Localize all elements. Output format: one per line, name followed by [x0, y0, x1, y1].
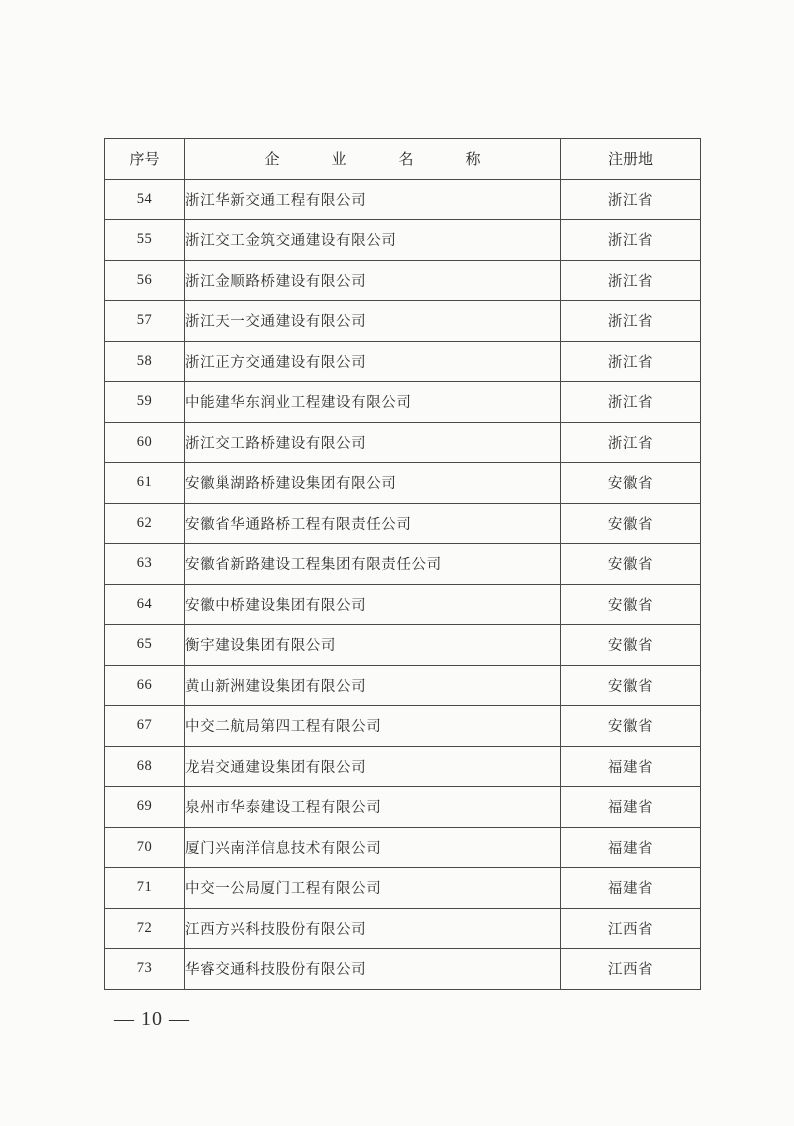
- header-region: 注册地: [561, 139, 701, 180]
- row-seq: 71: [105, 868, 185, 909]
- table-header-row: [105, 139, 701, 180]
- table-row: [105, 220, 701, 261]
- table-row: [105, 949, 701, 990]
- row-enterprise-name: 衡宇建设集团有限公司: [185, 625, 561, 666]
- table-row: [105, 908, 701, 949]
- row-enterprise-name: 华睿交通科技股份有限公司: [185, 949, 561, 990]
- table-row: [105, 179, 701, 220]
- header-seq: 序号: [105, 139, 185, 180]
- row-seq: 65: [105, 625, 185, 666]
- row-seq: 54: [105, 179, 185, 220]
- row-enterprise-name: 黄山新洲建设集团有限公司: [185, 665, 561, 706]
- page-number: — 10 —: [114, 1008, 190, 1030]
- table-row: [105, 665, 701, 706]
- table-row: [105, 422, 701, 463]
- row-seq: 70: [105, 827, 185, 868]
- row-region: 浙江省: [561, 422, 701, 463]
- table-row: [105, 382, 701, 423]
- table-row: [105, 341, 701, 382]
- row-enterprise-name: 江西方兴科技股份有限公司: [185, 908, 561, 949]
- row-region: 福建省: [561, 827, 701, 868]
- row-enterprise-name: 浙江正方交通建设有限公司: [185, 341, 561, 382]
- row-enterprise-name: 中交二航局第四工程有限公司: [185, 706, 561, 747]
- table-row: [105, 787, 701, 828]
- row-region: 浙江省: [561, 301, 701, 342]
- row-region: 安徽省: [561, 544, 701, 585]
- row-enterprise-name: 浙江华新交通工程有限公司: [185, 179, 561, 220]
- table-row: [105, 260, 701, 301]
- table-row: [105, 301, 701, 342]
- row-enterprise-name: 浙江交工路桥建设有限公司: [185, 422, 561, 463]
- row-enterprise-name: 浙江天一交通建设有限公司: [185, 301, 561, 342]
- row-enterprise-name: 浙江金顺路桥建设有限公司: [185, 260, 561, 301]
- row-seq: 68: [105, 746, 185, 787]
- row-region: 江西省: [561, 908, 701, 949]
- row-region: 浙江省: [561, 179, 701, 220]
- row-enterprise-name: 中交一公局厦门工程有限公司: [185, 868, 561, 909]
- table-row: [105, 868, 701, 909]
- enterprise-table: [104, 138, 701, 990]
- row-seq: 56: [105, 260, 185, 301]
- row-enterprise-name: 安徽省华通路桥工程有限责任公司: [185, 503, 561, 544]
- table-body: [105, 179, 701, 989]
- row-enterprise-name: 安徽巢湖路桥建设集团有限公司: [185, 463, 561, 504]
- row-enterprise-name: 泉州市华泰建设工程有限公司: [185, 787, 561, 828]
- row-region: 江西省: [561, 949, 701, 990]
- row-seq: 64: [105, 584, 185, 625]
- table-row: [105, 463, 701, 504]
- row-seq: 69: [105, 787, 185, 828]
- row-seq: 73: [105, 949, 185, 990]
- row-seq: 61: [105, 463, 185, 504]
- row-seq: 58: [105, 341, 185, 382]
- row-region: 安徽省: [561, 665, 701, 706]
- row-seq: 59: [105, 382, 185, 423]
- row-seq: 62: [105, 503, 185, 544]
- header-name: 企业名称: [185, 139, 561, 180]
- row-region: 福建省: [561, 787, 701, 828]
- row-enterprise-name: 安徽省新路建设工程集团有限责任公司: [185, 544, 561, 585]
- row-seq: 66: [105, 665, 185, 706]
- table-row: [105, 625, 701, 666]
- row-enterprise-name: 安徽中桥建设集团有限公司: [185, 584, 561, 625]
- row-region: 安徽省: [561, 503, 701, 544]
- row-region: 浙江省: [561, 260, 701, 301]
- row-seq: 60: [105, 422, 185, 463]
- row-region: 安徽省: [561, 584, 701, 625]
- row-seq: 57: [105, 301, 185, 342]
- row-enterprise-name: 中能建华东润业工程建设有限公司: [185, 382, 561, 423]
- row-enterprise-name: 龙岩交通建设集团有限公司: [185, 746, 561, 787]
- table-row: [105, 746, 701, 787]
- row-seq: 55: [105, 220, 185, 261]
- row-region: 安徽省: [561, 463, 701, 504]
- row-region: 浙江省: [561, 341, 701, 382]
- row-region: 安徽省: [561, 706, 701, 747]
- table-row: [105, 827, 701, 868]
- row-region: 浙江省: [561, 220, 701, 261]
- table-row: [105, 544, 701, 585]
- table-row: [105, 503, 701, 544]
- row-seq: 63: [105, 544, 185, 585]
- row-enterprise-name: 浙江交工金筑交通建设有限公司: [185, 220, 561, 261]
- row-region: 福建省: [561, 868, 701, 909]
- row-seq: 67: [105, 706, 185, 747]
- row-region: 安徽省: [561, 625, 701, 666]
- row-region: 福建省: [561, 746, 701, 787]
- row-enterprise-name: 厦门兴南洋信息技术有限公司: [185, 827, 561, 868]
- table-row: [105, 706, 701, 747]
- row-region: 浙江省: [561, 382, 701, 423]
- row-seq: 72: [105, 908, 185, 949]
- table-row: [105, 584, 701, 625]
